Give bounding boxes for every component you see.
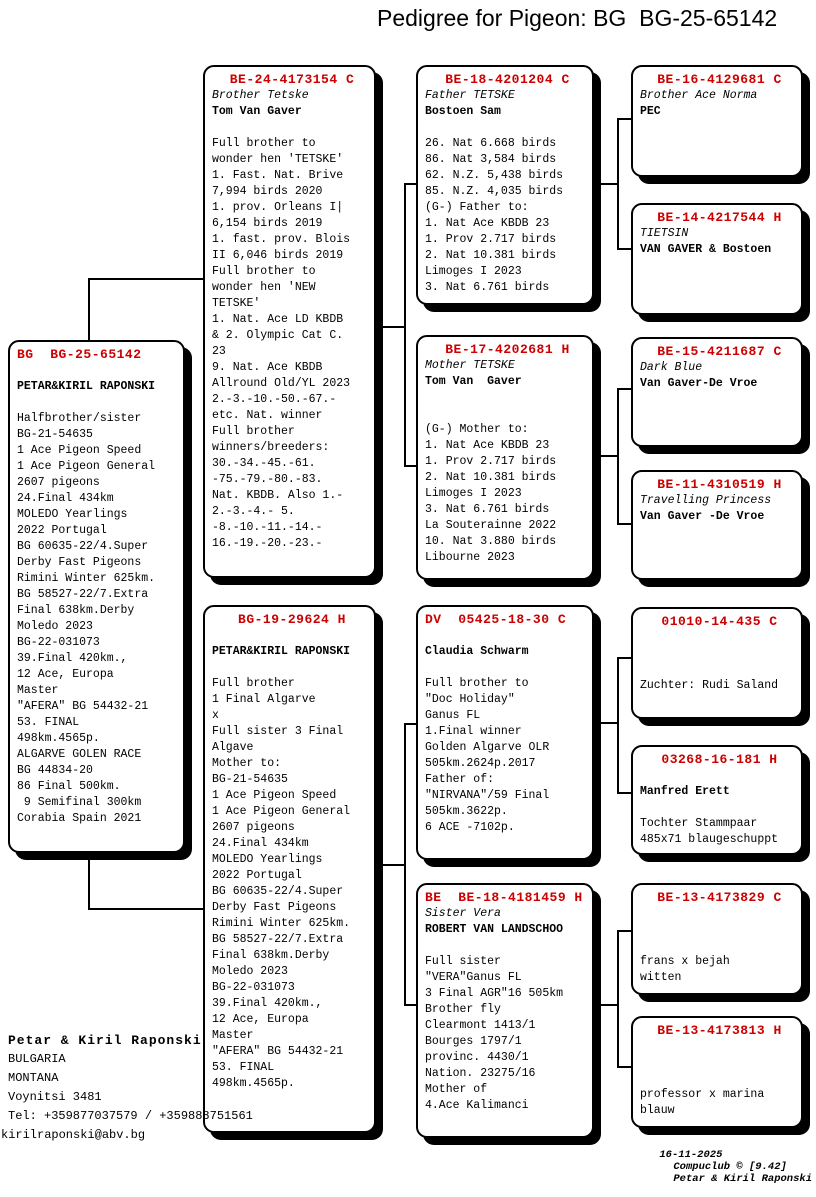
box-line: 1 Ace Pigeon General: [17, 460, 156, 473]
box-line: (G-) Mother to:: [425, 423, 529, 436]
box-line: [640, 630, 799, 646]
box-line: Travelling Princess: [640, 494, 772, 507]
box-line: Rimini Winter 625km.: [212, 917, 351, 930]
connector-line: [404, 183, 406, 467]
footer-software: Compuclub © [9.42]: [673, 1161, 787, 1173]
box-line: Bostoen Sam: [425, 105, 501, 118]
connector-line: [378, 326, 406, 328]
owner-info: [0, 1031, 253, 1145]
pedigree-box-be-18-4181459: [416, 883, 594, 1138]
box-line: Mother to:: [212, 757, 282, 770]
box-line: 12 Ace, Europa: [212, 1013, 309, 1026]
box-line: 86. Nat 3,584 birds: [425, 153, 557, 166]
box-line: [212, 628, 372, 644]
box-line: 39.Final 420km.,: [17, 652, 128, 665]
box-line: Tom Van Gaver: [425, 375, 522, 388]
box-line: PETAR&KIRIL RAPONSKI: [17, 380, 156, 393]
box-line: 23: [212, 345, 226, 358]
box-line: etc. Nat. winner: [212, 409, 323, 422]
box-line: 39.Final 420km.,: [212, 997, 323, 1010]
box-line: 62. N.Z. 5,438 birds: [425, 169, 564, 182]
box-line: 1. Nat. Ace LD KBDB: [212, 313, 344, 326]
box-line: professor x marina: [640, 1088, 765, 1101]
box-line: [640, 906, 799, 922]
box-line: 2022 Portugal: [17, 524, 107, 537]
box-line: [425, 120, 590, 136]
box-line: Derby Fast Pigeons: [212, 901, 337, 914]
box-line: Mother of: [425, 1083, 488, 1096]
box-line: x: [212, 709, 219, 722]
box-line: Final 638km.Derby: [212, 949, 330, 962]
box-line: PETAR&KIRIL RAPONSKI: [212, 645, 351, 658]
box-line: Nat. KBDB. Also 1.-: [212, 489, 344, 502]
box-line: 2. Nat 10.381 birds: [425, 471, 557, 484]
box-line: 1. Nat Ace KBDB 23: [425, 217, 550, 230]
owner-address: Voynitsi 3481: [8, 1090, 102, 1104]
box-line: [425, 628, 590, 644]
pedigree-box-be-13-4173829: [631, 883, 803, 995]
ring-number: 01010-14-435 C: [661, 614, 778, 629]
box-line: BG-22-031073: [212, 981, 295, 994]
box-line: [640, 1039, 799, 1055]
box-line: [425, 390, 590, 406]
box-line: 26. Nat 6.668 birds: [425, 137, 557, 150]
box-line: Full brother to: [212, 265, 316, 278]
connector-line: [596, 183, 619, 185]
print-footer: [634, 1137, 812, 1197]
box-line: Moledo 2023: [17, 620, 93, 633]
box-line: (G-) Father to:: [425, 201, 529, 214]
box-line: BG 60635-22/4.Super: [212, 885, 344, 898]
box-line: ALGARVE GOLEN RACE: [17, 748, 142, 761]
box-line: 12 Ace, Europa: [17, 668, 114, 681]
box-line: BG-22-031073: [17, 636, 100, 649]
box-line: [640, 1071, 799, 1087]
connector-line: [404, 723, 406, 1006]
pedigree-box-be-16-4129681: [631, 65, 803, 177]
box-line: provinc. 4430/1: [425, 1051, 529, 1064]
ring-number: BE-17-4202681 H: [445, 342, 570, 357]
box-line: 16.-19.-20.-23.-: [212, 537, 323, 550]
box-line: 1. prov. Orleans I|: [212, 201, 344, 214]
box-line: Algave: [212, 741, 254, 754]
connector-line: [88, 278, 90, 342]
box-line: 86 Final 500km.: [17, 780, 121, 793]
connector-line: [617, 118, 619, 250]
box-line: 9 Semifinal 300km: [17, 796, 142, 809]
box-line: MOLEDO Yearlings: [212, 853, 323, 866]
ring-number: BE-14-4217544 H: [657, 210, 782, 225]
box-line: TETSKE': [212, 297, 261, 310]
box-line: [212, 660, 372, 676]
box-line: Full brother to: [425, 677, 529, 690]
box-line: Brother fly: [425, 1003, 501, 1016]
box-line: [17, 395, 181, 411]
ring-number: BE BE-18-4181459 H: [425, 890, 583, 905]
pedigree-box-be-11-4310519: [631, 470, 803, 580]
box-line: Limoges I 2023: [425, 265, 522, 278]
connector-line: [617, 657, 619, 794]
box-line: Brother Tetske: [212, 89, 309, 102]
pedigree-box-be-18-4201204: [416, 65, 594, 305]
box-line: wonder hen 'NEW: [212, 281, 316, 294]
box-line: BG 58527-22/7.Extra: [212, 933, 344, 946]
box-line: "VERA"Ganus FL: [425, 971, 522, 984]
box-line: -75.-79.-80.-83.: [212, 473, 323, 486]
pedigree-box-be-17-4202681: [416, 335, 594, 580]
owner-name: Petar & Kiril Raponski: [8, 1033, 202, 1048]
page-title: Pedigree for Pigeon: BG BG-25-65142: [377, 5, 778, 31]
box-line: 3 Final AGR"16 505km: [425, 987, 564, 1000]
box-line: 1. Prov 2.717 birds: [425, 455, 557, 468]
owner-region: MONTANA: [8, 1071, 59, 1085]
box-line: 2022 Portugal: [212, 869, 302, 882]
box-line: Master: [17, 684, 59, 697]
box-line: [17, 363, 181, 379]
box-line: Allround Old/YL 2023: [212, 377, 351, 390]
connector-line: [88, 908, 205, 910]
ring-number: DV 05425-18-30 C: [425, 612, 567, 627]
box-line: witten: [640, 971, 682, 984]
box-line: [640, 768, 799, 784]
box-line: 24.Final 434km: [212, 837, 309, 850]
box-line: Father TETSKE: [425, 89, 515, 102]
box-line: [425, 406, 590, 422]
box-line: "Doc Holiday": [425, 693, 515, 706]
box-line: "AFERA" BG 54432-21: [17, 700, 149, 713]
ring-number: BE-15-4211687 C: [657, 344, 782, 359]
ring-number: BG-19-29624 H: [238, 612, 346, 627]
box-line: Full sister: [425, 955, 501, 968]
box-line: blauw: [640, 1104, 675, 1117]
connector-line: [617, 930, 619, 1068]
box-line: Van Gaver -De Vroe: [640, 510, 765, 523]
footer-owner: Petar & Kiril Raponski: [673, 1173, 812, 1185]
box-line: Rimini Winter 625km.: [17, 572, 156, 585]
box-line: Dark Blue: [640, 361, 703, 374]
owner-email: kirilraponski@abv.bg: [1, 1128, 146, 1142]
box-line: 498km.4565p.: [212, 1077, 295, 1090]
box-line: MOLEDO Yearlings: [17, 508, 128, 521]
box-line: 505km.3622p.: [425, 805, 508, 818]
box-line: [640, 646, 799, 662]
box-line: Zuchter: Rudi Saland: [640, 679, 779, 692]
box-line: BG 58527-22/7.Extra: [17, 588, 149, 601]
box-line: 1. Fast. Nat. Brive: [212, 169, 344, 182]
box-line: 2. Nat 10.381 birds: [425, 249, 557, 262]
box-line: Sister Vera: [425, 907, 501, 920]
pedigree-box-01010-14-435: [631, 607, 803, 719]
box-line: BG-21-54635: [212, 773, 288, 786]
ring-number: BE-13-4173829 C: [657, 890, 782, 905]
box-line: 30.-34.-45.-61.: [212, 457, 316, 470]
ring-number: BE-13-4173813 H: [657, 1023, 782, 1038]
pedigree-box-be-13-4173813: [631, 1016, 803, 1128]
pedigree-box-be-24-4173154: [203, 65, 376, 578]
box-line: Derby Fast Pigeons: [17, 556, 142, 569]
connector-line: [88, 278, 205, 280]
box-line: Clearmont 1413/1: [425, 1019, 536, 1032]
ring-number: BE-16-4129681 C: [657, 72, 782, 87]
connector-line: [596, 722, 619, 724]
box-line: 2607 pigeons: [17, 476, 100, 489]
box-line: "AFERA" BG 54432-21: [212, 1045, 344, 1058]
box-line: 1.Final winner: [425, 725, 522, 738]
ring-number: 03268-16-181 H: [661, 752, 778, 767]
pedigree-box-dv-05425-18-30: [416, 605, 594, 860]
box-line: Libourne 2023: [425, 551, 515, 564]
box-line: VAN GAVER & Bostoen: [640, 243, 772, 256]
box-line: 1. fast. prov. Blois: [212, 233, 351, 246]
box-line: 9. Nat. Ace KBDB: [212, 361, 323, 374]
box-line: Bourges 1797/1: [425, 1035, 522, 1048]
box-line: 3. Nat 6.761 birds: [425, 281, 550, 294]
box-line: 498km.4565p.: [17, 732, 100, 745]
box-line: 2.-3.-10.-50.-67.-: [212, 393, 337, 406]
box-line: Brother Ace Norma: [640, 89, 758, 102]
box-line: [640, 800, 799, 816]
box-line: 2607 pigeons: [212, 821, 295, 834]
box-line: [640, 1055, 799, 1071]
box-line: frans x bejah: [640, 955, 730, 968]
box-line: Manfred Erett: [640, 785, 730, 798]
box-line: Corabia Spain 2021: [17, 812, 142, 825]
box-line: [425, 660, 590, 676]
box-line: BG 60635-22/4.Super: [17, 540, 149, 553]
box-line: TIETSIN: [640, 227, 689, 240]
box-line: Claudia Schwarm: [425, 645, 529, 658]
box-line: [425, 938, 590, 954]
box-line: 505km.2624p.2017: [425, 757, 536, 770]
owner-phone: Tel: +359877037579 / +359888751561: [8, 1109, 253, 1123]
box-line: BG-21-54635: [17, 428, 93, 441]
box-line: 6 ACE -7102p.: [425, 821, 515, 834]
ring-number: BE-24-4173154 C: [229, 72, 355, 87]
connector-line: [596, 1004, 619, 1006]
ring-number: BG BG-25-65142: [17, 347, 142, 362]
box-line: Nation. 23275/16: [425, 1067, 536, 1080]
pedigree-box-be-14-4217544: [631, 203, 803, 315]
box-line: II 6,046 birds 2019: [212, 249, 344, 262]
box-line: Van Gaver-De Vroe: [640, 377, 758, 390]
box-line: Final 638km.Derby: [17, 604, 135, 617]
box-line: 1 Ace Pigeon General: [212, 805, 351, 818]
pedigree-box-03268-16-181: [631, 745, 803, 855]
box-line: 24.Final 434km: [17, 492, 114, 505]
box-line: 85. N.Z. 4,035 birds: [425, 185, 564, 198]
box-line: Halfbrother/sister: [17, 412, 142, 425]
owner-country: BULGARIA: [8, 1052, 66, 1066]
box-line: 3. Nat 6.761 birds: [425, 503, 550, 516]
connector-line: [88, 851, 90, 910]
box-line: wonder hen 'TETSKE': [212, 153, 344, 166]
box-line: [640, 938, 799, 954]
box-line: Tom Van Gaver: [212, 105, 302, 118]
box-line: Ganus FL: [425, 709, 481, 722]
pedigree-box-be-15-4211687: [631, 337, 803, 447]
box-line: PEC: [640, 105, 661, 118]
box-line: [640, 662, 799, 678]
box-line: & 2. Olympic Cat C.: [212, 329, 344, 342]
box-line: Father of:: [425, 773, 495, 786]
box-line: Limoges I 2023: [425, 487, 522, 500]
box-line: 6,154 birds 2019: [212, 217, 323, 230]
box-line: 1 Final Algarve: [212, 693, 316, 706]
box-line: -8.-10.-11.-14.-: [212, 521, 323, 534]
box-line: BG 44834-20: [17, 764, 93, 777]
box-line: ROBERT VAN LANDSCHOO: [425, 923, 564, 936]
box-line: Master: [212, 1029, 254, 1042]
box-line: 53. FINAL: [17, 716, 80, 729]
connector-line: [617, 388, 619, 525]
box-line: Golden Algarve OLR: [425, 741, 550, 754]
box-line: 7,994 birds 2020: [212, 185, 323, 198]
box-line: [212, 120, 372, 136]
footer-date: 16-11-2025: [659, 1149, 723, 1161]
box-line: Full sister 3 Final: [212, 725, 344, 738]
box-line: 4.Ace Kalimanci: [425, 1099, 529, 1112]
box-line: 1 Ace Pigeon Speed: [212, 789, 337, 802]
box-line: 10. Nat 3.880 birds: [425, 535, 557, 548]
box-line: [640, 922, 799, 938]
box-line: 2.-3.-4.- 5.: [212, 505, 295, 518]
connector-line: [378, 864, 406, 866]
box-line: Full brother to: [212, 137, 316, 150]
box-line: Moledo 2023: [212, 965, 288, 978]
box-line: "NIRVANA"/59 Final: [425, 789, 550, 802]
box-line: 1. Nat Ace KBDB 23: [425, 439, 550, 452]
box-line: Full brother: [212, 425, 295, 438]
ring-number: BE-18-4201204 C: [445, 72, 570, 87]
box-line: Full brother: [212, 677, 295, 690]
box-line: 1 Ace Pigeon Speed: [17, 444, 142, 457]
box-line: Mother TETSKE: [425, 359, 515, 372]
box-line: Tochter Stammpaar: [640, 817, 758, 830]
ring-number: BE-11-4310519 H: [657, 477, 782, 492]
box-line: 1. Prov 2.717 birds: [425, 233, 557, 246]
connector-line: [596, 455, 619, 457]
box-line: 53. FINAL: [212, 1061, 275, 1074]
pedigree-box-bg-25-65142: [8, 340, 185, 853]
box-line: La Souterainne 2022: [425, 519, 557, 532]
box-line: 485x71 blaugeschuppt: [640, 833, 779, 846]
box-line: winners/breeders:: [212, 441, 330, 454]
